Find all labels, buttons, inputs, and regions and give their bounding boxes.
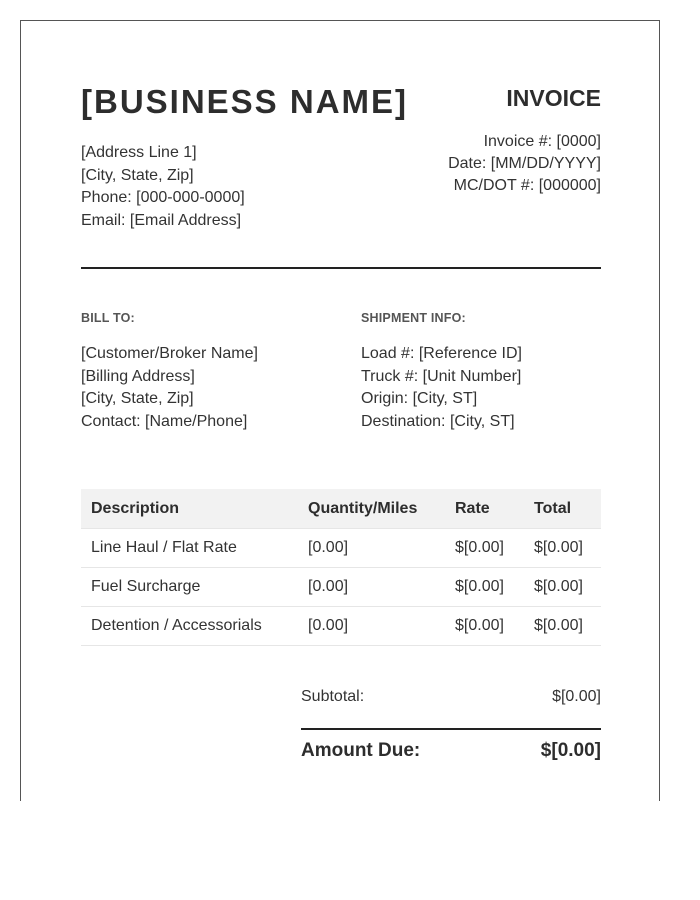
shipment-origin: Origin: [City, ST]: [361, 390, 478, 407]
column-header-total: Total: [524, 489, 601, 529]
shipment-info-label: SHIPMENT INFO:: [361, 311, 466, 325]
address-line-1: [Address Line 1]: [81, 144, 197, 161]
cell-description: Fuel Surcharge: [81, 568, 298, 607]
address-city-state-zip: [City, State, Zip]: [81, 166, 194, 184]
table-row: [81, 568, 601, 607]
column-header-description: Description: [81, 489, 298, 529]
shipment-load: Load #: [Reference ID]: [361, 345, 522, 362]
bill-to-contact: Contact: [Name/Phone]: [81, 412, 248, 430]
shipment-truck: Truck #: [Unit Number]: [361, 367, 522, 385]
bill-to-block: [81, 343, 258, 433]
column-header-quantity: Quantity/Miles: [298, 489, 445, 529]
cell-description: Detention / Accessorials: [81, 607, 298, 646]
table-row: [81, 529, 601, 568]
column-header-rate: Rate: [445, 489, 524, 529]
bill-to-address: [Billing Address]: [81, 367, 195, 385]
cell-quantity: [0.00]: [298, 529, 445, 568]
bill-to-customer: [Customer/Broker Name]: [81, 345, 258, 362]
cell-total: $[0.00]: [524, 607, 601, 646]
business-address: [81, 142, 245, 232]
invoice-number: Invoice #: [0000]: [483, 133, 601, 150]
business-name: [BUSINESS NAME]: [81, 83, 409, 120]
bill-to-label: BILL TO:: [81, 311, 135, 325]
bill-to-city: [City, State, Zip]: [81, 390, 194, 407]
invoice-mc-dot: MC/DOT #: [000000]: [453, 177, 601, 194]
amount-due-row: [301, 740, 601, 762]
cell-quantity: [0.00]: [298, 607, 445, 646]
amount-due-label: Amount Due:: [301, 740, 421, 761]
cell-quantity: [0.00]: [298, 568, 445, 607]
subtotal-value: $[0.00]: [552, 688, 601, 705]
totals-divider: [301, 728, 601, 730]
shipment-destination: Destination: [City, ST]: [361, 412, 515, 430]
table-header-row: [81, 489, 601, 529]
address-phone: Phone: [000-000-0000]: [81, 189, 245, 206]
amount-due-value: $[0.00]: [540, 740, 601, 761]
table-row: [81, 607, 601, 646]
cell-description: Line Haul / Flat Rate: [81, 529, 298, 568]
invoice-page: [20, 20, 660, 801]
invoice-title: INVOICE: [506, 85, 601, 111]
subtotal-row: [301, 688, 601, 713]
cell-total: $[0.00]: [524, 568, 601, 607]
totals-block: [301, 688, 601, 762]
cell-total: $[0.00]: [524, 529, 601, 568]
cell-rate: $[0.00]: [445, 529, 524, 568]
line-items-table: [81, 489, 601, 646]
cell-rate: $[0.00]: [445, 607, 524, 646]
invoice-meta: [448, 131, 601, 197]
shipment-info-block: [361, 343, 522, 433]
invoice-date: Date: [MM/DD/YYYY]: [448, 155, 601, 172]
subtotal-label: Subtotal:: [301, 688, 365, 705]
cell-rate: $[0.00]: [445, 568, 524, 607]
header-divider: [81, 267, 601, 269]
address-email: Email: [Email Address]: [81, 211, 242, 229]
